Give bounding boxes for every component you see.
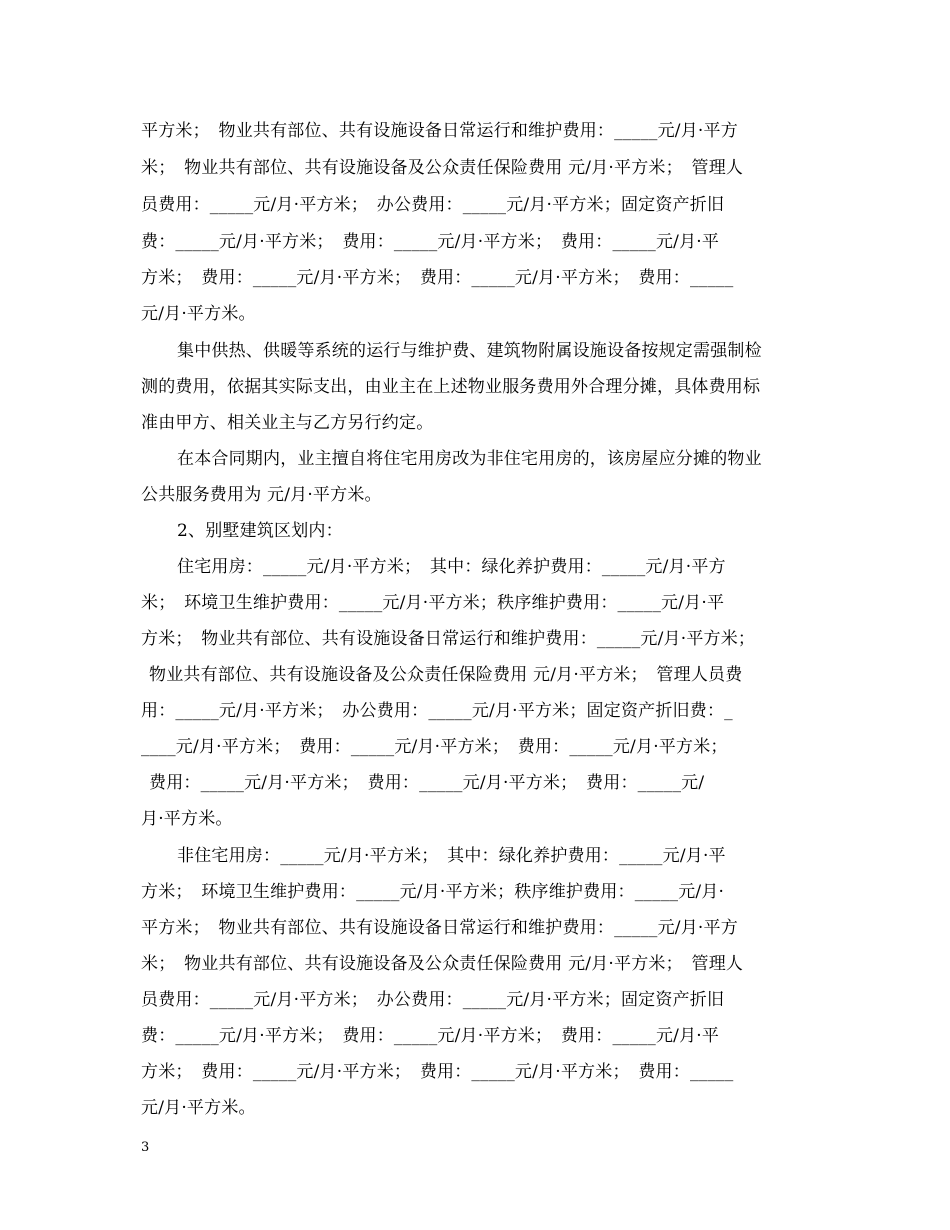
body-text-line: 准由甲方、相关业主与乙方另行约定。 — [141, 413, 434, 433]
body-text-line: 月·平方米。 — [141, 809, 233, 829]
body-text-line: 物业共有部位、共有设施设备及公众责任保险费用 元/月·平方米； 管理人员费 — [149, 665, 743, 685]
body-text-line: 住宅用房：_____元/月·平方米； 其中：绿化养护费用：_____元/月·平方 — [177, 557, 726, 577]
body-text-line: 员费用：_____元/月·平方米； 办公费用：_____元/月·平方米；固定资产折旧 — [141, 195, 725, 215]
section-heading: 2、别墅建筑区划内： — [177, 521, 343, 541]
body-text-line: 费用：_____元/月·平方米； 费用：_____元/月·平方米； 费用：_____元/ — [149, 773, 705, 793]
body-text-line: 平方米； 物业共有部位、共有设施设备日常运行和维护费用：_____元/月·平方 — [141, 121, 738, 141]
body-text-line: 米； 物业共有部位、共有设施设备及公众责任保险费用 元/月·平方米； 管理人 — [141, 158, 744, 178]
body-text-line: 元/月·平方米。 — [141, 1098, 256, 1118]
body-text-line: 米； 环境卫生维护费用：_____元/月·平方米；秩序维护费用：_____元/月·平 — [141, 593, 725, 613]
body-text-line: 元/月·平方米。 — [141, 304, 256, 324]
body-text-line: 非住宅用房：_____元/月·平方米； 其中：绿化养护费用：_____元/月·平 — [177, 846, 726, 866]
body-text-line: 公共服务费用为 元/月·平方米。 — [141, 485, 382, 505]
page-number: 3 — [141, 1140, 150, 1155]
body-text-line: 集中供热、供暖等系统的运行与维护费、建筑物附属设施设备按规定需强制检 — [177, 341, 762, 361]
body-text-line: 方米； 物业共有部位、共有设施设备日常运行和维护费用：_____元/月·平方米； — [141, 629, 756, 649]
body-text-line: 方米； 费用：_____元/月·平方米； 费用：_____元/月·平方米； 费用：_____ — [141, 268, 734, 288]
body-text-line: 用：_____元/月·平方米； 办公费用：_____元/月·平方米；固定资产折旧费：_ — [141, 701, 733, 721]
body-text-line: ____元/月·平方米； 费用：_____元/月·平方米； 费用：_____元/月·平方米； — [141, 737, 728, 757]
body-text-line: 方米； 费用：_____元/月·平方米； 费用：_____元/月·平方米； 费用：_____ — [141, 1062, 734, 1082]
body-text-line: 费：_____元/月·平方米； 费用：_____元/月·平方米； 费用：_____元/月·平 — [141, 232, 720, 252]
body-text-line: 费：_____元/月·平方米； 费用：_____元/月·平方米； 费用：_____元/月·平 — [141, 1026, 720, 1046]
body-text-line: 员费用：_____元/月·平方米； 办公费用：_____元/月·平方米；固定资产折旧 — [141, 990, 725, 1010]
body-text-line: 测的费用，依据其实际支出，由业主在上述物业服务费用外合理分摊，具体费用标 — [141, 377, 761, 397]
body-text-line: 在本合同期内，业主擅自将住宅用房改为非住宅用房的，该房屋应分摊的物业 — [177, 449, 762, 469]
body-text-line: 方米； 环境卫生维护费用：_____元/月·平方米；秩序维护费用：_____元/月· — [141, 882, 725, 902]
body-text-line: 米； 物业共有部位、共有设施设备及公众责任保险费用 元/月·平方米； 管理人 — [141, 954, 744, 974]
body-text-line: 平方米； 物业共有部位、共有设施设备日常运行和维护费用：_____元/月·平方 — [141, 918, 738, 938]
